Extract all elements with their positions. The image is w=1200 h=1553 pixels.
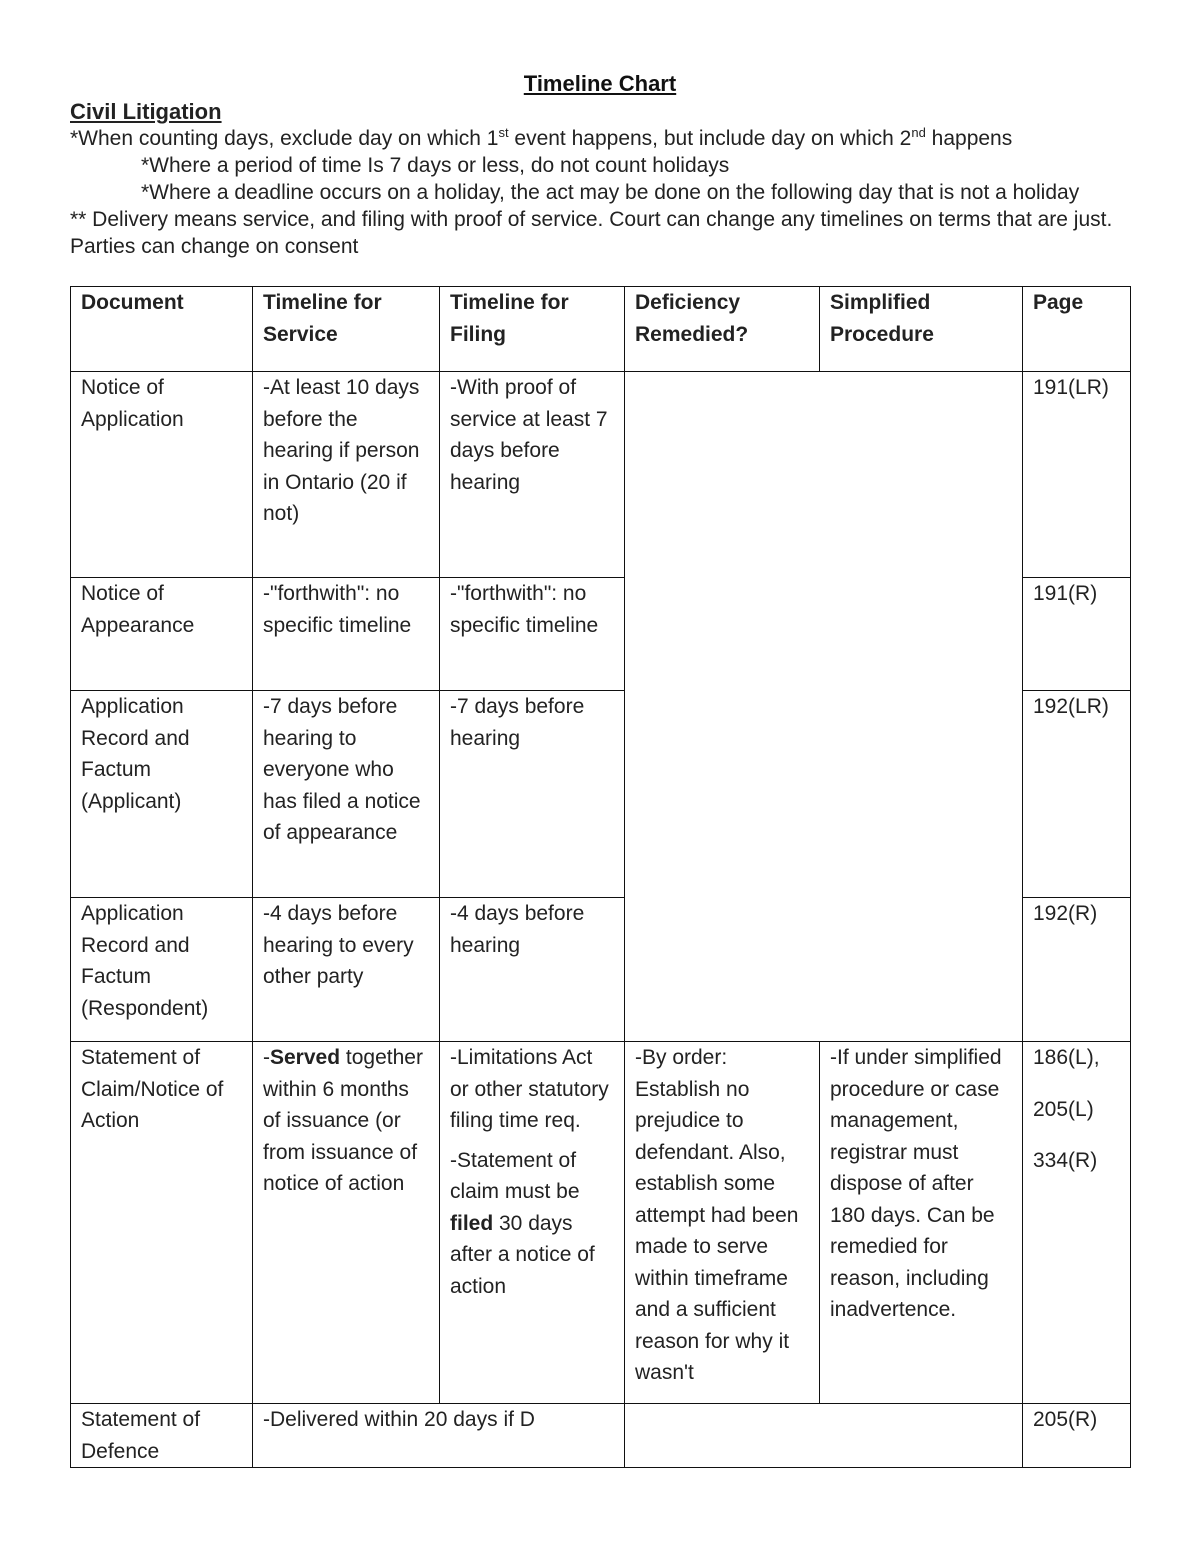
cell-service: -Served together within 6 months of issuance (or from issuance of notice of action xyxy=(253,1042,440,1404)
cell-filing: -"forthwith": no specific timeline xyxy=(440,578,625,691)
section-heading: Civil Litigation xyxy=(70,99,222,124)
header-page: Page xyxy=(1023,287,1131,372)
cell-service: -4 days before hearing to every other party xyxy=(253,898,440,1042)
cell-filing: -Limitations Act or other statutory filing time req. -Statement of claim must be filed 30 days after a notice of action xyxy=(440,1042,625,1404)
cell-document: Statement of Defence xyxy=(71,1404,253,1468)
table-row xyxy=(71,1042,1131,1404)
cell-filing: -4 days before hearing xyxy=(440,898,625,1042)
cell-service: -Delivered within 20 days if D xyxy=(253,1404,625,1468)
cell-document: Application Record and Factum (Applicant) xyxy=(71,691,253,898)
header-deficiency: Deficiency Remedied? xyxy=(625,287,820,372)
intro-notes xyxy=(70,98,1130,260)
header-document: Document xyxy=(71,287,253,372)
cell-blank-merged xyxy=(625,372,1023,1042)
cell-page: 205(R) xyxy=(1023,1404,1131,1468)
cell-service: -At least 10 days before the hearing if person in Ontario (20 if not) xyxy=(253,372,440,578)
cell-document: Notice of Application xyxy=(71,372,253,578)
cell-page: 191(R) xyxy=(1023,578,1131,691)
cell-service: -"forthwith": no specific timeline xyxy=(253,578,440,691)
cell-filing: -7 days before hearing xyxy=(440,691,625,898)
cell-page: 186(L), 205(L) 334(R) xyxy=(1023,1042,1131,1404)
cell-blank xyxy=(625,1404,1023,1468)
cell-page: 191(LR) xyxy=(1023,372,1131,578)
cell-document: Application Record and Factum (Respondent) xyxy=(71,898,253,1042)
note-holiday-deadline: *Where a deadline occurs on a holiday, the act may be done on the following day that is not a holiday xyxy=(141,181,1080,204)
timeline-table xyxy=(70,286,1131,1468)
note-counting-days: *When counting days, exclude day on which 1st event happens, but include day on which 2nd happens xyxy=(70,125,1013,150)
cell-simplified: -If under simplified procedure or case management, registrar must dispose of after 180 days. Can be remedied for reason, including inadvertence. xyxy=(820,1042,1023,1404)
note-short-period: *Where a period of time Is 7 days or less, do not count holidays xyxy=(141,154,730,177)
cell-document: Notice of Appearance xyxy=(71,578,253,691)
cell-page: 192(R) xyxy=(1023,898,1131,1042)
table-row xyxy=(71,372,1131,578)
table-row xyxy=(71,1404,1131,1468)
page-title: Timeline Chart xyxy=(523,71,677,96)
cell-filing: -With proof of service at least 7 days before hearing xyxy=(440,372,625,578)
header-service: Timeline for Service xyxy=(253,287,440,372)
header-filing: Timeline for Filing xyxy=(440,287,625,372)
header-simplified: Simplified Procedure xyxy=(820,287,1023,372)
cell-service: -7 days before hearing to everyone who has filed a notice of appearance xyxy=(253,691,440,898)
cell-document: Statement of Claim/Notice of Action xyxy=(71,1042,253,1404)
cell-deficiency: -By order: Establish no prejudice to defendant. Also, establish some attempt had been made to serve within timeframe and a sufficient reason for why it wasn't xyxy=(625,1042,820,1404)
table-header-row xyxy=(71,287,1131,372)
note-delivery: ** Delivery means service, and filing with proof of service. Court can change any timelines on terms that are just. Parties can change on consent xyxy=(70,208,1113,258)
cell-page: 192(LR) xyxy=(1023,691,1131,898)
